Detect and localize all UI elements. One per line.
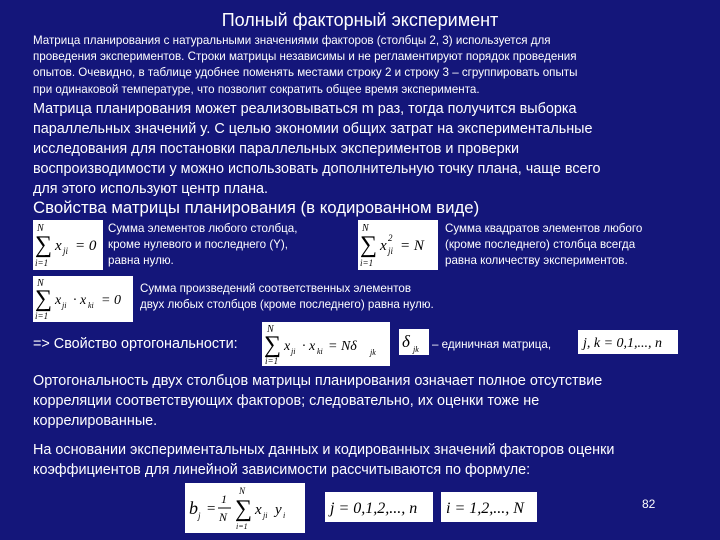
formula-orthogonality bbox=[262, 322, 390, 366]
svg-text:2: 2 bbox=[388, 233, 393, 243]
property-column-sum: Сумма элементов любого столбца, кроме нулевого и последнего (Y), равна нулю. bbox=[108, 222, 298, 268]
svg-text:x: x bbox=[255, 502, 262, 518]
section-heading: Свойства матрицы планирования (в кодированном виде) bbox=[33, 198, 480, 217]
formula-index-range bbox=[578, 330, 678, 354]
svg-text:j, k = 0,1,..., n: j, k = 0,1,..., n bbox=[583, 336, 663, 351]
svg-text:ji: ji bbox=[63, 246, 69, 256]
intro-line: Матрица планирования с натуральными значениями факторов (столбцы 2, 3) используется для bbox=[33, 34, 551, 47]
svg-text:jk: jk bbox=[370, 348, 376, 357]
svg-text:i=1: i=1 bbox=[35, 311, 49, 321]
svg-text:i: i bbox=[283, 511, 286, 520]
sum-upper-limit: N bbox=[37, 223, 44, 234]
svg-text:y: y bbox=[275, 502, 282, 518]
page-number: 82 bbox=[642, 497, 656, 511]
formula-kronecker-delta bbox=[399, 329, 429, 355]
svg-text:N: N bbox=[219, 510, 228, 524]
svg-text:N: N bbox=[362, 223, 369, 234]
sigma-icon: ∑ bbox=[35, 232, 53, 258]
sigma-icon: ∑ bbox=[35, 286, 53, 312]
formula-column-sum bbox=[33, 220, 103, 270]
formula-coefficient bbox=[185, 483, 305, 533]
svg-text:x: x bbox=[55, 293, 62, 308]
svg-text:j = 0,1,2,..., n: j = 0,1,2,..., n bbox=[330, 500, 418, 517]
svg-text:=: = bbox=[206, 501, 217, 517]
svg-text:ki: ki bbox=[317, 347, 323, 356]
svg-text:N: N bbox=[267, 324, 274, 335]
svg-text:ji: ji bbox=[291, 347, 296, 356]
svg-text:ki: ki bbox=[88, 301, 94, 310]
svg-text:1: 1 bbox=[221, 492, 227, 506]
svg-text:δ: δ bbox=[402, 332, 410, 351]
svg-text:i = 1,2,..., N: i = 1,2,..., N bbox=[446, 500, 524, 517]
identity-matrix-text: – единичная матрица, bbox=[432, 338, 552, 351]
svg-text:x: x bbox=[284, 339, 291, 354]
intro-line: опытов. Очевидно, в таблице удобнее поменять местами строку 2 и строку 3 – сгруппировать опыты bbox=[33, 66, 578, 80]
formula-square-sum bbox=[358, 220, 438, 270]
svg-text:= Nδ: = Nδ bbox=[328, 339, 357, 354]
sigma-icon: ∑ bbox=[235, 496, 253, 522]
sum-lower-limit: i=1 bbox=[35, 258, 49, 268]
svg-text:N: N bbox=[37, 278, 44, 289]
page-title: Полный факторный эксперимент bbox=[221, 10, 499, 30]
svg-text:= 0: = 0 bbox=[75, 238, 97, 254]
sigma-icon: ∑ bbox=[360, 232, 378, 258]
svg-text:ji: ji bbox=[62, 301, 67, 310]
svg-text:b: b bbox=[189, 498, 198, 518]
svg-text:x: x bbox=[55, 238, 62, 254]
replication-line: воспроизводимости y можно использовать дополнительную точку плана, чаще всего bbox=[33, 161, 601, 177]
orthogonality-label: => Свойство ортогональности: bbox=[33, 336, 238, 352]
replication-paragraph bbox=[33, 99, 713, 199]
svg-text:j: j bbox=[198, 511, 201, 521]
svg-text:i=1: i=1 bbox=[236, 522, 248, 531]
property-product-sum: Сумма произведений соответственных элементов двух любых столбцов (кроме последнего) равна нулю. bbox=[140, 282, 434, 312]
replication-line: исследования для постановки параллельных экспериментов и проверки bbox=[33, 141, 520, 157]
replication-line: параллельных значений y. С целью экономии общих затрат на экспериментальные bbox=[33, 121, 593, 137]
svg-text:jk: jk bbox=[413, 345, 419, 354]
svg-text:x: x bbox=[380, 238, 387, 254]
formula-i-range bbox=[441, 492, 537, 522]
svg-text:· x: · x bbox=[302, 339, 316, 354]
replication-line: Матрица планирования может реализовываться m раз, тогда получится выборка bbox=[33, 101, 577, 117]
svg-text:= 0: = 0 bbox=[101, 293, 121, 308]
svg-text:ji: ji bbox=[388, 246, 394, 256]
coefficients-paragraph: На основании экспериментальных данных и кодированных значений факторов оценки коэффициентов для линейной зависимости рассчитываются по формуле: bbox=[33, 442, 615, 478]
intro-line: при одинаковой температуре, что позволит сократить общее время эксперимента. bbox=[33, 82, 480, 96]
svg-text:N: N bbox=[239, 486, 246, 496]
sigma-icon: ∑ bbox=[264, 332, 282, 358]
intro-line: проведения экспериментов. Строки матрицы независимы и не регламентируют порядок проведения bbox=[33, 50, 577, 64]
svg-text:i=1: i=1 bbox=[265, 356, 279, 366]
formula-product-sum bbox=[33, 276, 133, 322]
svg-text:· x: · x bbox=[73, 293, 87, 308]
svg-text:= N: = N bbox=[400, 238, 424, 254]
formula-j-range bbox=[325, 492, 433, 522]
orthogonality-paragraph: Ортогональность двух столбцов матрицы планирования означает полное отсутствие корреляции соответствующих факторов; следовательно, их оценки тоже не коррелированные. bbox=[33, 373, 603, 429]
svg-text:ji: ji bbox=[263, 511, 268, 520]
intro-paragraph bbox=[33, 33, 713, 98]
svg-text:i=1: i=1 bbox=[360, 258, 374, 268]
property-square-sum: Сумма квадратов элементов любого (кроме последнего) столбца всегда равна количеству экспериментов. bbox=[445, 222, 643, 268]
replication-line: для этого используют центр плана. bbox=[33, 181, 269, 197]
